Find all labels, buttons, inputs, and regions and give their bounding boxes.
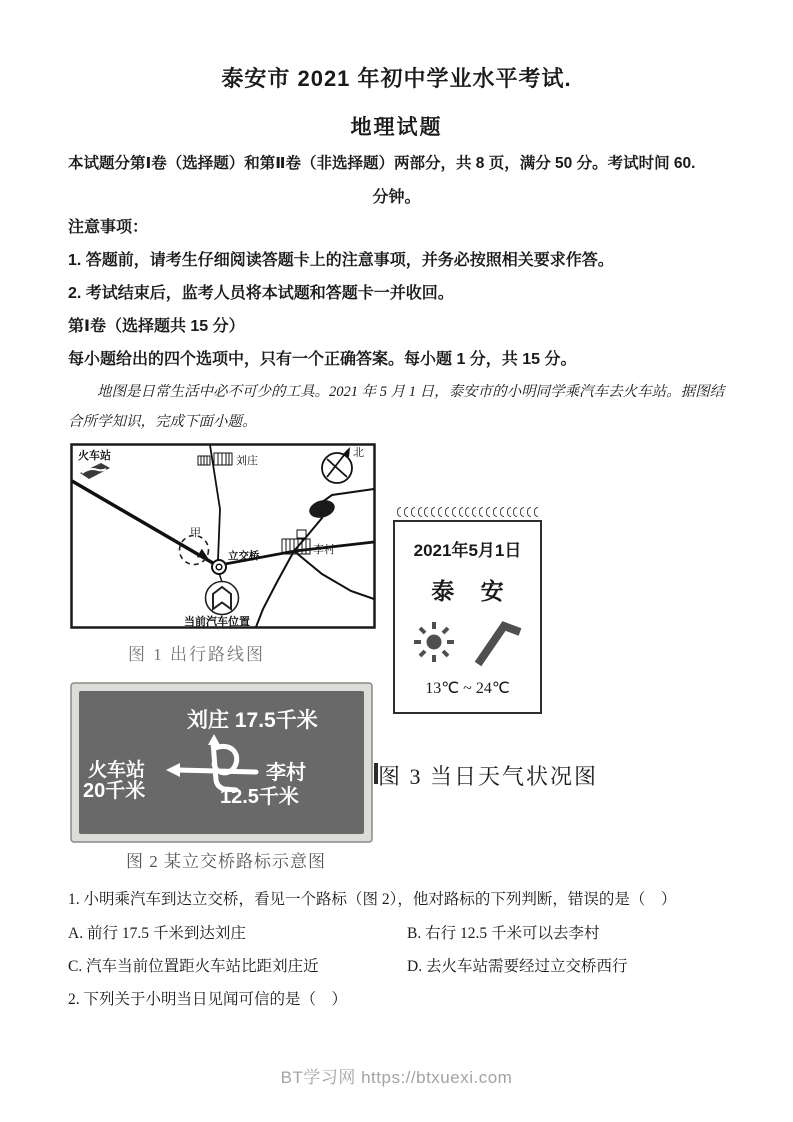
exam-title: 泰安市 2021 年初中学业水平考试. [221,66,572,91]
question-2-stem: 2. 下列关于小明当日见闻可信的是（ ） [68,991,348,1008]
spiral-binding [397,507,538,519]
intro-line-1: 本试题分第Ⅰ卷（选择题）和第Ⅱ卷（非选择题）两部分，共 8 页，满分 50 分。考试时间 60. [68,155,696,172]
question-1-option-b: B. 右行 12.5 千米可以去李村 [407,925,600,942]
sunny-icon [412,620,456,664]
exam-subtitle: 地理试题 [350,116,443,139]
label-jia: 甲 [190,527,201,539]
weather-icons-row [395,616,540,668]
interchange-inner-ring [216,564,222,570]
label-overpass: 立交桥 [228,550,260,562]
question-1-stem: 1. 小明乘汽车到达立交桥，看见一个路标（图 2），他对路标的下列判断，错误的是（ ） [68,891,677,908]
sign-left-distance: 20千米 [83,780,146,802]
figure1-route-map [70,443,376,634]
label-licun: 李村 [313,544,335,556]
question-1-option-c: C. 汽车当前位置距火车站比距刘庄近 [68,958,319,975]
reading-passage: 地图是日常生活中必不可少的工具。2021 年 5 月 1 日，泰安市的小明同学乘汽车去火车站。据图结合所学知识，完成下面小题。 [68,384,725,430]
question-1-option-a: A. 前行 17.5 千米到达刘庄 [68,925,246,942]
note-item-1: 1. 答题前，请考生仔细阅读答题卡上的注意事项，并务必按照相关要求作答。 [68,252,614,269]
question-1-option-d: D. 去火车站需要经过立交桥西行 [407,958,628,975]
figure3-caption: 图 3 当日天气状况图 [378,764,599,789]
route-map-svg [70,443,376,629]
calendar-card [393,520,542,714]
sign-left-name: 火车站 [88,760,146,781]
part1-heading: 第Ⅰ卷（选择题共 15 分） [68,318,245,335]
sign-right-distance: 12.5千米 [220,786,299,808]
figure2-caption: 图 2 某立交桥路标示意图 [126,852,326,871]
intro-line-2: 分钟。 [372,189,421,206]
note-item-2: 2. 考试结束后，监考人员将本试题和答题卡一并收回。 [68,285,454,302]
label-north: 北 [353,447,364,459]
calendar-temperature: 13℃ ~ 24℃ [425,680,510,697]
road-sign-svg [70,682,373,843]
scan-artifact-mark [374,763,378,784]
notes-heading: 注意事项： [68,219,149,236]
watermark-footer: BT学习网 https://btxuexi.com [280,1068,513,1087]
calendar-date: 2021年5月1日 [413,541,522,560]
figure3-weather-calendar [393,507,542,714]
sign-right-name: 李村 [266,762,306,784]
sign-top-destination: 刘庄 17.5千米 [187,709,318,732]
figure2-road-sign [70,682,373,848]
figure1-caption: 图 1 出行路线图 [128,645,265,664]
part1-instructions: 每小题给出的四个选项中，只有一个正确答案。每小题 1 分，共 15 分。 [68,351,577,368]
label-liuzhuang: 刘庄 [236,455,258,467]
label-train-station: 火车站 [78,450,111,462]
wind-icon [470,616,524,668]
calendar-city: 泰 安 [431,578,514,604]
label-car-position: 当前汽车位置 [184,616,250,628]
